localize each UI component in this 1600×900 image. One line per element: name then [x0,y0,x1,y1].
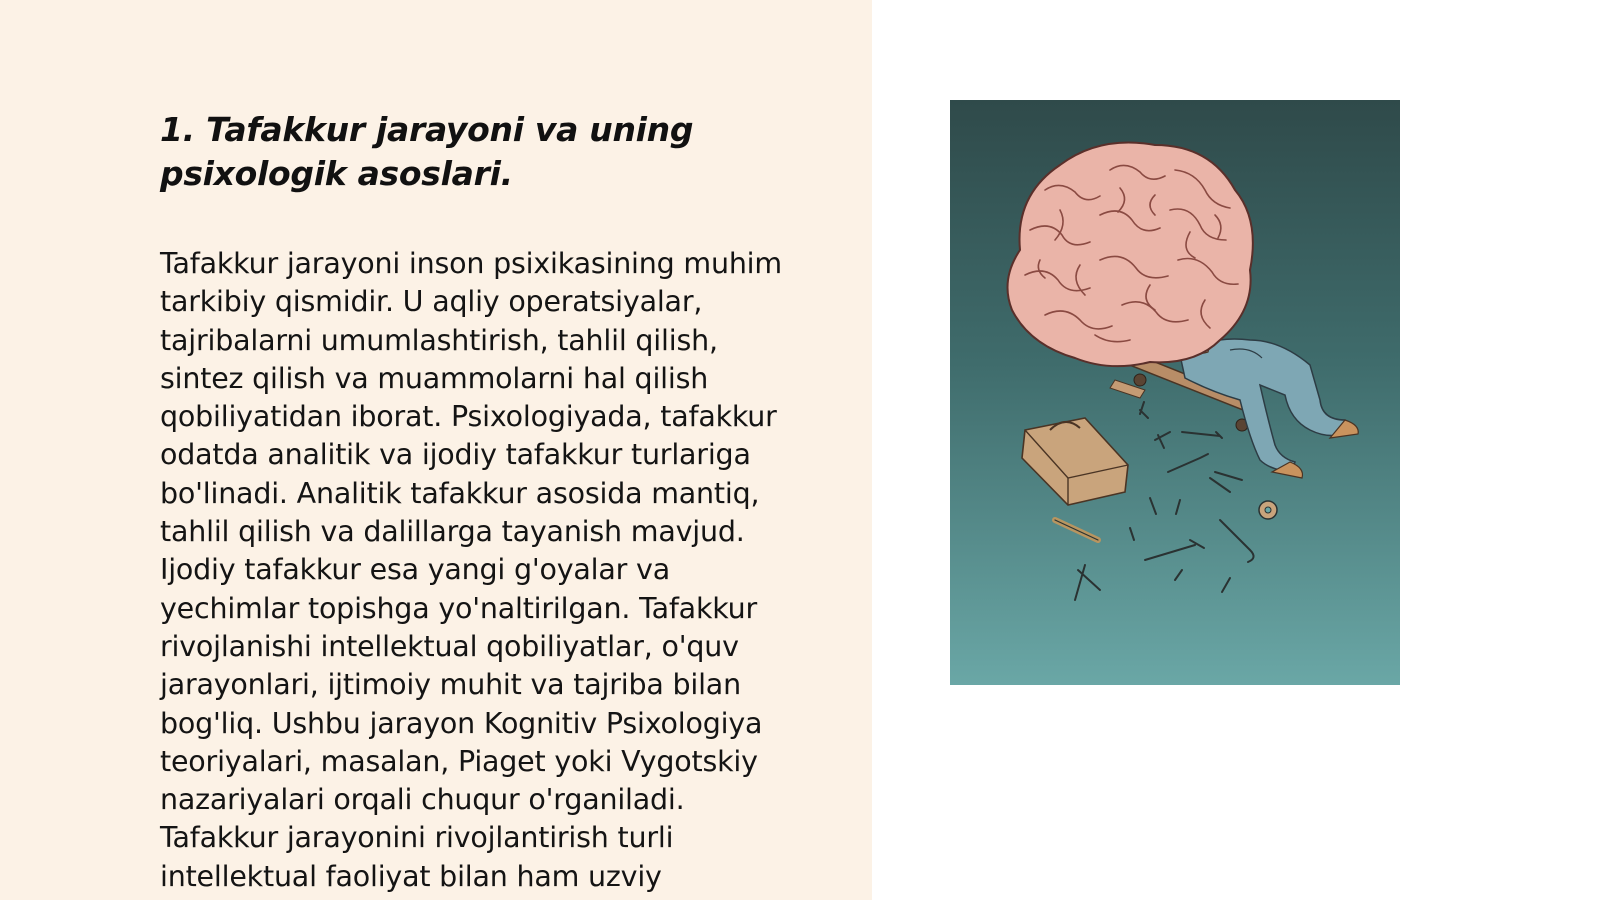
body-line: Tafakkur jarayonini rivojlantirish turli [160,821,674,855]
body-line: sintez qilish va muammolarni hal qilish [160,361,709,395]
body-line: Tafakkur jarayoni inson psixikasining muhim [160,247,782,280]
body-line: nazariyalari orqali chuqur o'rganiladi. [160,783,685,817]
body-line: bog'liq. Ushbu jarayon Kognitiv Psixologiya [160,706,763,740]
body-line: odatda analitik va ijodiy tafakkur turlariga [160,438,751,472]
body-line: Ijodiy tafakkur esa yangi g'oyalar va [160,553,670,587]
body-line: tahlil qilish va dalillarga tayanish mavjud. [160,515,745,549]
body-line: intellektual faoliyat bilan ham uzviy [160,859,662,893]
body-line: rivojlanishi intellektual qobiliyatlar, o'quv [160,629,739,663]
body-line: teoriyalari, masalan, Piaget yoki Vygotskiy [160,744,758,778]
tape-roll-icon [1259,501,1277,519]
body-line: bo'linadi. Analitik tafakkur asosida mantiq, [160,476,760,510]
body-line: qobiliyatidan iborat. Psixologiyada, tafakkur [160,400,777,434]
brain-mechanic-illustration [950,100,1400,685]
body-line: jarayonlari, ijtimoiy muhit va tajriba bilan [160,668,741,702]
body-line: yechimlar topishga yo'naltirilgan. Tafakkur [160,591,758,625]
slide-title [160,108,780,196]
slide-body-text [160,245,840,896]
slide-title-line: 1. Tafakkur jarayoni va uning [160,110,694,149]
body-line: tarkibiy qismidir. U aqliy operatsiyalar, [160,285,703,319]
slide-title-line: psixologik asoslari. [160,154,513,193]
body-line: tajribalarni umumlashtirish, tahlil qilish, [160,323,718,357]
